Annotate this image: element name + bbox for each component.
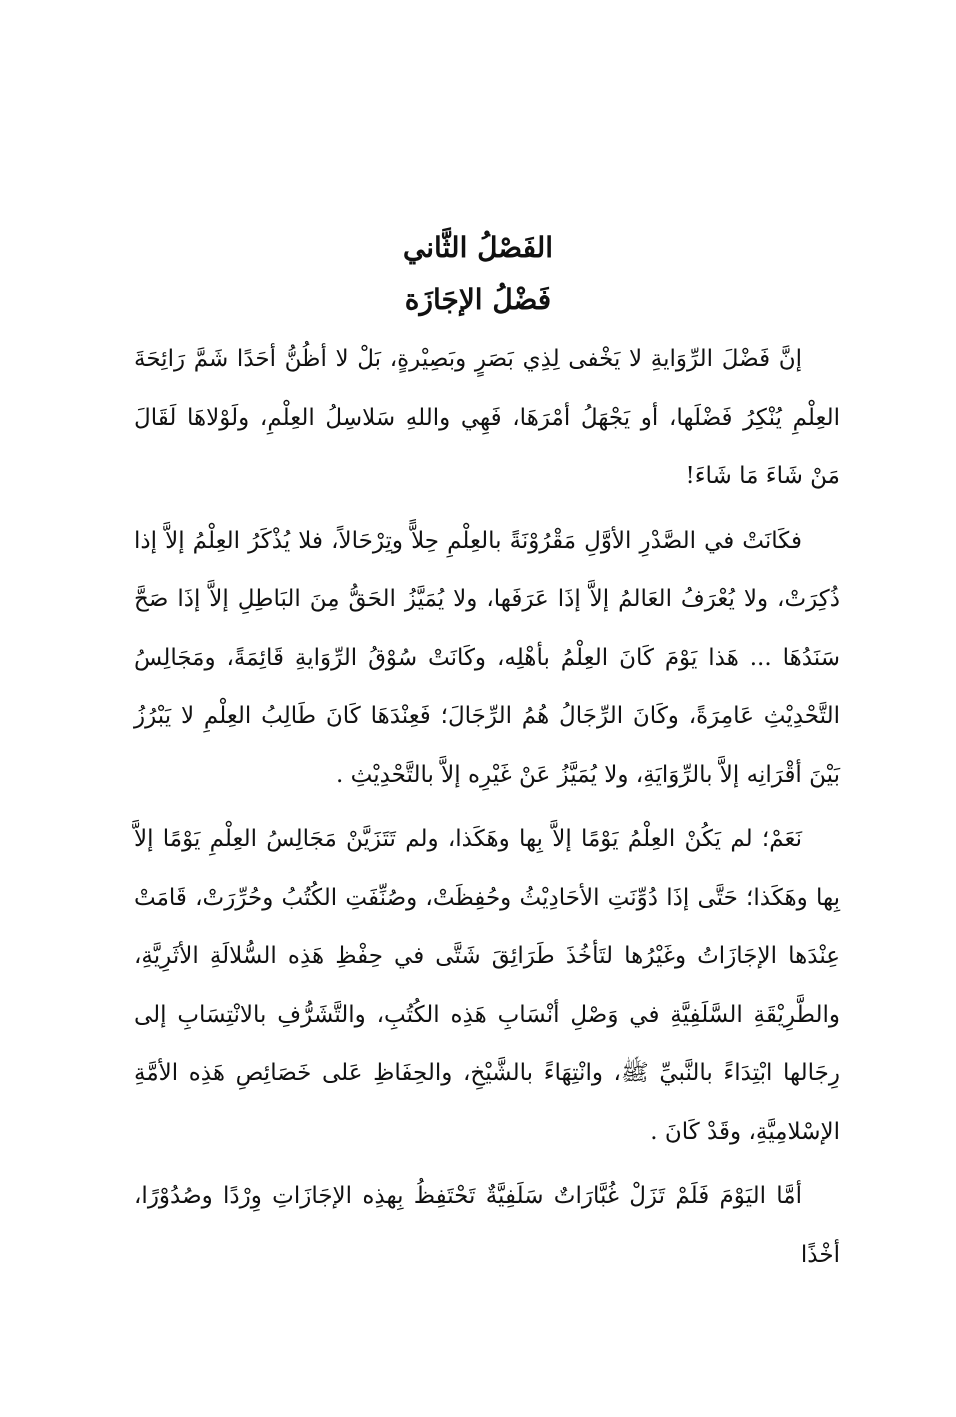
paragraph-2: فكَانَتْ في الصَّدْرِ الأوَّلِ مَقْرُوْنَةً بالعِلْمِ حِلاًّ وتِرْحَالاً، فلا يُذْكَرُ العِلْمُ إلاَّ إذا ذُكِرَتْ، ولا يُعْرَفُ العَالمُ إلاَّ إذَا عَرَفَها، ولا يُمَيَّزُ الحَقُّ مِنَ البَاطِلِ إلاَّ إذَا صَحَّ سَنَدُهَا ... هَذا يَوْمَ كَانَ العِلْمُ بأهْلِه، وكَانَتْ سُوْقُ الرِّوَايةِ قَائِمَةً، ومَجَالِسُ التَّحْدِيْثِ عَامِرَةً، وكَانَ الرِّجَالُ هُمُ الرِّجَالَ؛ فَعِنْدَهَا كَانَ طَالِبُ العِلْمِ لا يَبْرُزُ بَيْنَ أقْرَانِه إلاَّ بالرِّوَايَةِ، ولا يُمَيَّزُ عَنْ غَيْرِه إلاَّ بالتَّحْدِيْثِ . <box>134 527 840 788</box>
chapter-heading-block <box>0 222 956 326</box>
chapter-title-heading: فَضْلُ الإجَازَة <box>404 283 552 316</box>
chapter-number-heading: الفَصْلُ الثَّاني <box>402 231 554 264</box>
paragraph-1: إنَّ فَضْلَ الرِّوَايةِ لا يَخْفى لِذِي بَصَرٍ وبَصِيْرةٍ، بَلْ لا أظُنُّ أحَدًا شَمَّ رَائِحَةَ العِلْمِ يُنْكِرُ فَضْلَها، أو يَجْهَلُ أمْرَهَا، فَهِي واللهِ سَلاسِلُ العِلْمِ، ولَوْلاهَا لَقَالَ مَنْ شَاءَ مَا شَاءَ! <box>134 346 840 489</box>
body-text <box>134 330 840 1290</box>
paragraph-4: أمَّا اليَوْمَ فَلَمْ تَزَلْ غُبَّارَاتٌ سَلَفِيَّةٌ تَحْتَفِظُ بِهذِه الإجَازَاتِ وِرْدًا وصُدُوْرًا، أخْذًا <box>134 1183 840 1268</box>
paragraph-3: نَعَمْ؛ لم يَكُنْ العِلْمُ يَوْمًا إلاَّ بِها وهَكَذا، ولم تَتَزَيَّنْ مَجَالِسُ العِلْمِ يَوْمًا إلاَّ بِها وهَكَذا؛ حَتَّى إذَا دُوِّنَتِ الأحَادِيْثُ وحُفِظَتْ، وصُنِّفَتِ الكُتُبُ وحُرِّرَتْ، قَامَتْ عِنْدَها الإجَازَاتُ وغَيْرُها لتَأخُذَ طَرَائِقَ شَتَّى في حِفْظِ هَذِه السُّلالَةِ الأثَرِيَّةِ، والطَّرِيْقَةِ السَّلَفِيَّةِ في وَصْلِ أنْسَابِ هَذِه الكُتُبِ، والتَّشَرُّفِ بالانْتِسَابِ إلى رِجَالها ابْتِدَاءً بالنَّبيِّ ﷺ، وانْتِهَاءً بالشَّيْخِ، والحِفَاظِ عَلى خَصَائِصِ هَذِه الأمَّةِ الإسْلامِيَّةِ، وقَدْ كَانَ . <box>134 826 840 1145</box>
